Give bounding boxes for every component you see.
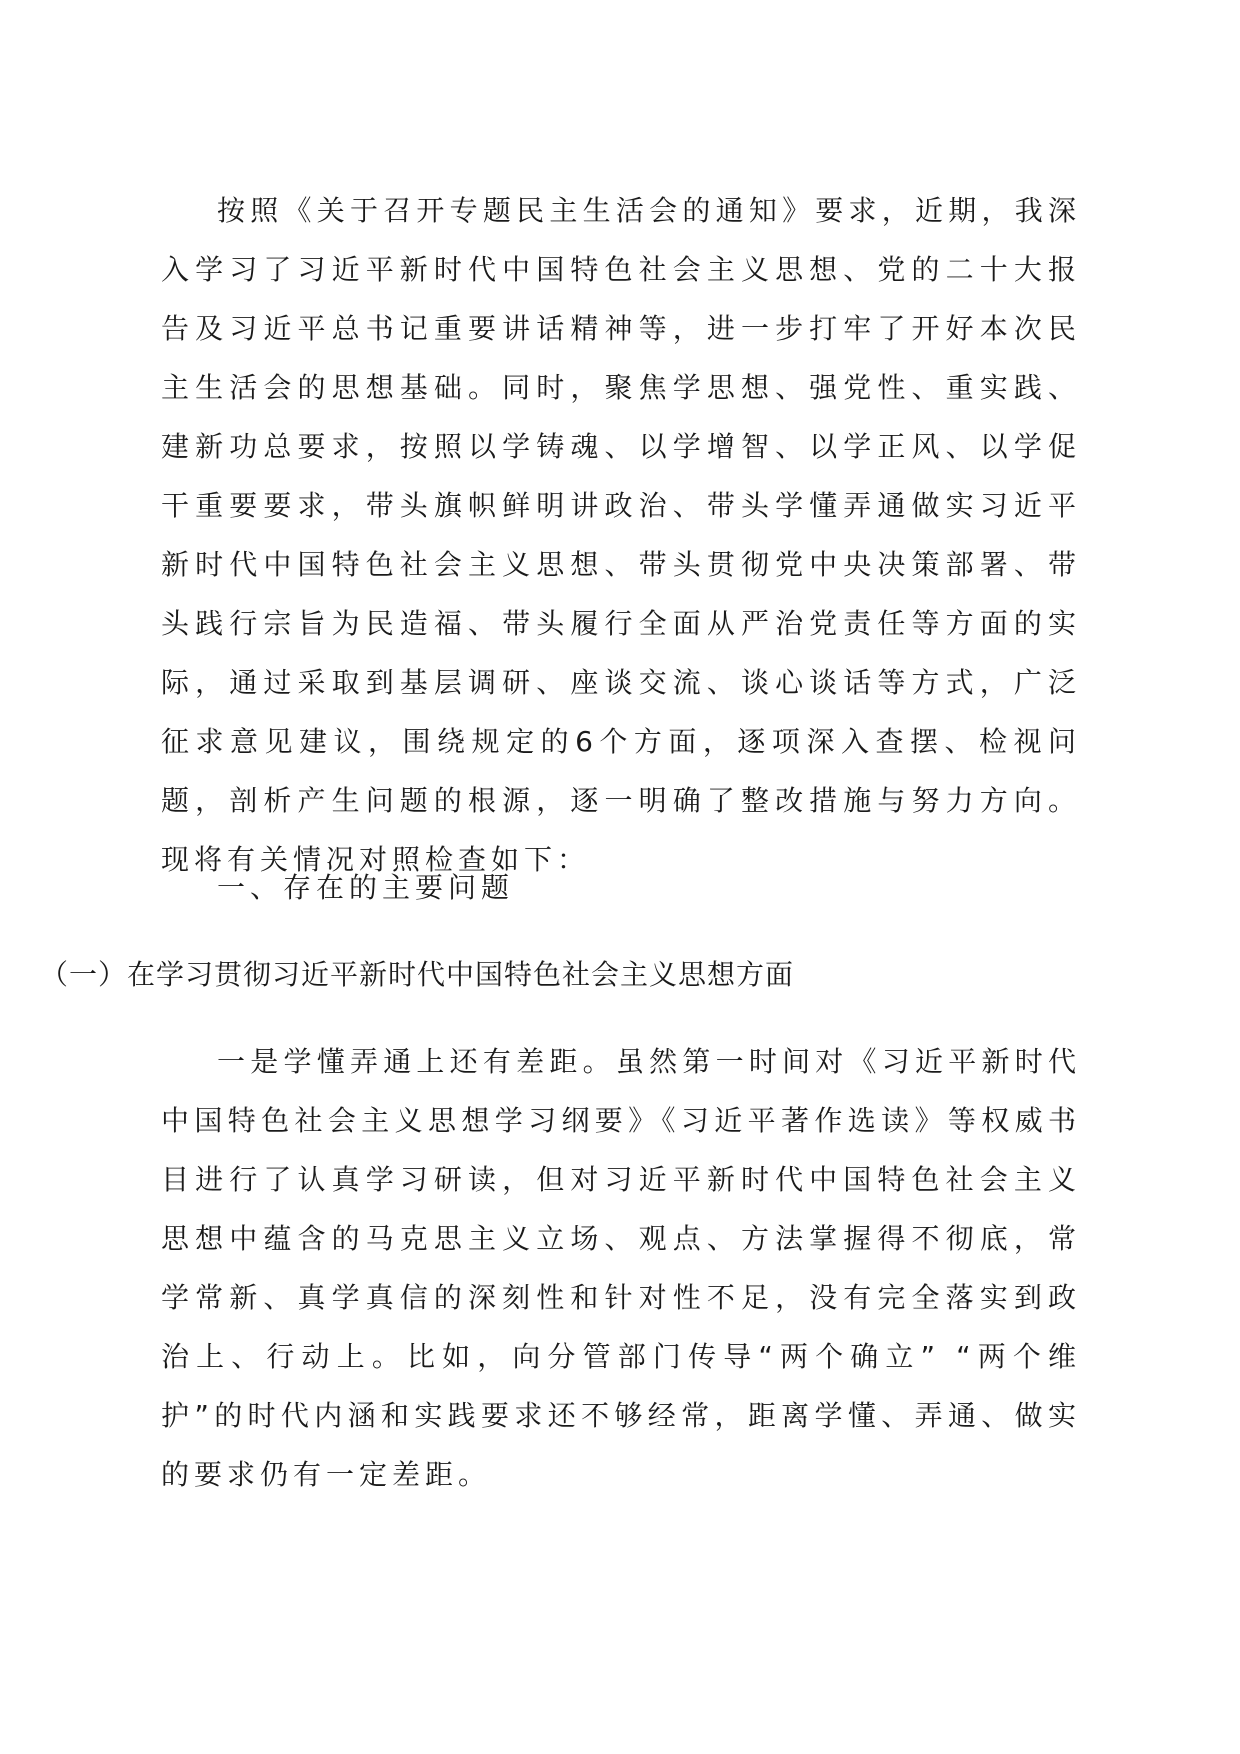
issue-paragraph: 一是学懂弄通上还有差距。虽然第一时间对《习近平新时代中国特色社会主义思想学习纲要》《习近平著作选读》等权威书目进行了认真学习研读，但对习近平新时代中国特色社会主义思想中蕴含的马克思主义立场、观点、方法掌握得不彻底，常学常新、真学真信的深刻性和针对性不足，没有完全落实到政治上、行动上。比如，向分管部门传导“两个确立” “两个维护”的时代内涵和实践要求还不够经常，距离学懂、弄通、做实的要求仍有一定差距。: [161, 1045, 1081, 1491]
intro-paragraph: 按照《关于召开专题民主生活会的通知》要求，近期，我深入学习了习近平新时代中国特色社会主义思想、党的二十大报告及习近平总书记重要讲话精神等，进一步打牢了开好本次民主生活会的思想基础。同时，聚焦学思想、强党性、重实践、建新功总要求，按照以学铸魂、以学增智、以学正风、以学促干重要要求，带头旗帜鲜明讲政治、带头学懂弄通做实习近平新时代中国特色社会主义思想、带头贯彻党中央决策部署、带头践行宗旨为民造福、带头履行全面从严治党责任等方面的实际，通过采取到基层调研、座谈交流、谈心谈话等方式，广泛征求意见建议，围绕规定的6个方面，逐项深入查摆、检视问题，剖析产生问题的根源，逐一明确了整改措施与努力方向。现将有关情况对照检查如下：: [161, 194, 1081, 876]
subsection-heading: （一）在学习贯彻习近平新时代中国特色社会主义思想方面: [40, 958, 795, 991]
section-heading: 一、存在的主要问题: [217, 871, 515, 904]
